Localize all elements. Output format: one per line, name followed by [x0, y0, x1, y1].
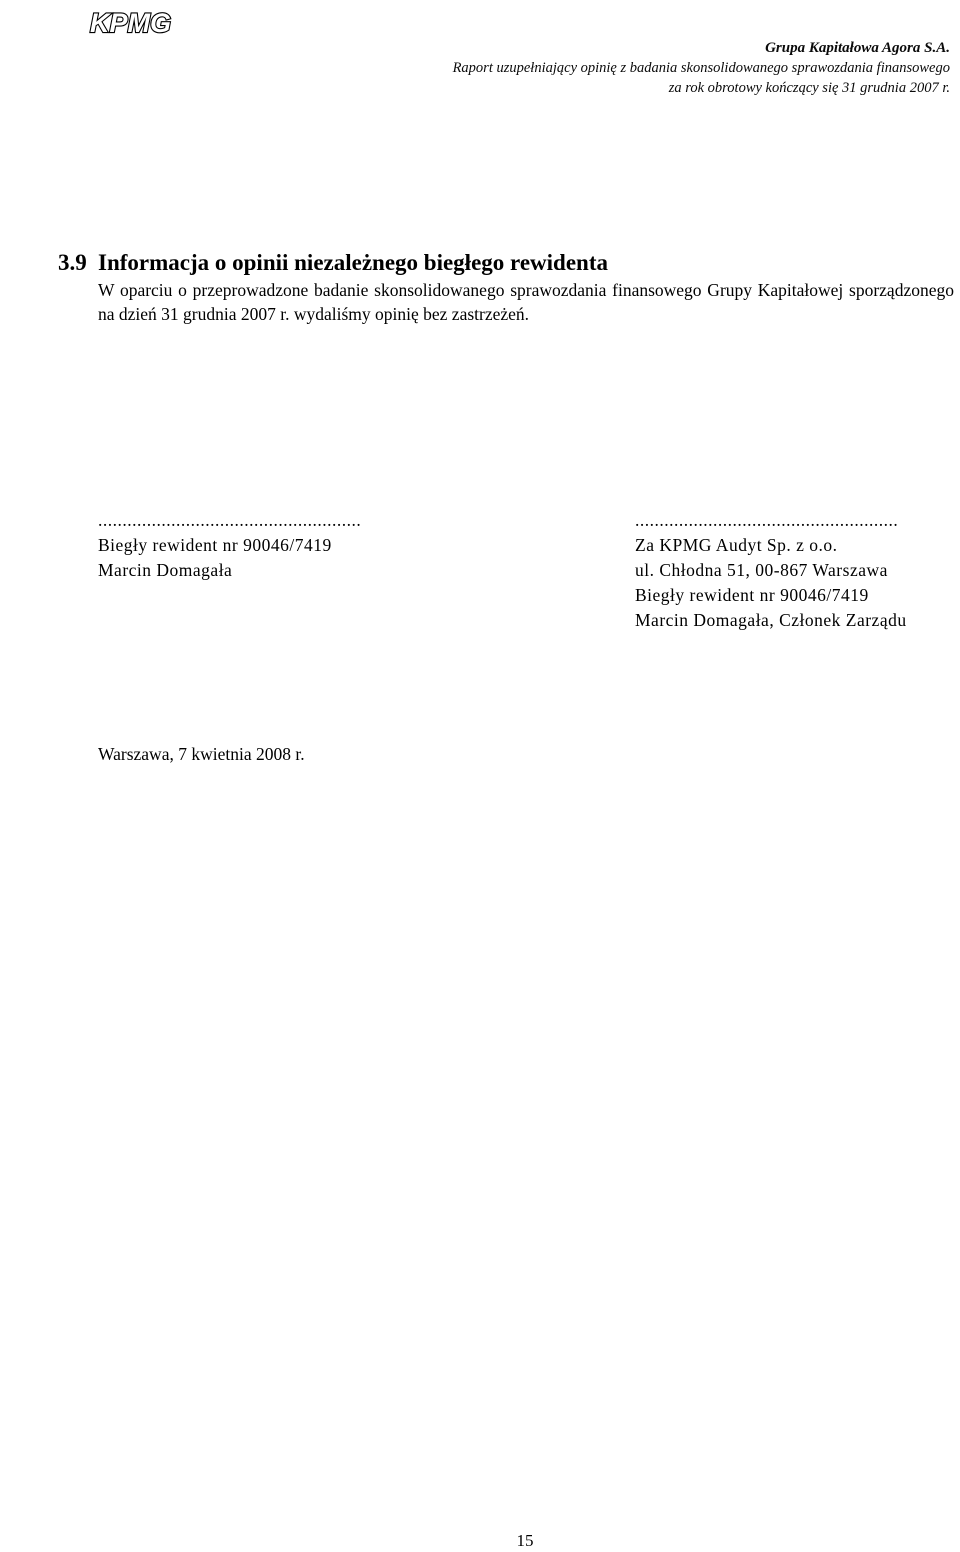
signature-left-line1: Biegły rewident nr 90046/7419 — [98, 535, 332, 555]
section-body: W oparciu o przeprowadzone badanie skonsolidowanego sprawozdania finansowego Grupy Kapitałowej sporządzonego na dzień 31 grudnia 2007 r. wydaliśmy opinię bez zastrzeżeń. — [98, 280, 954, 324]
header-report-title-line1: Raport uzupełniający opinię z badania skonsolidowanego sprawozdania finansowego — [452, 60, 950, 76]
page-number: 15 — [516, 1531, 534, 1550]
signature-line-dots: ...................................................... — [635, 510, 899, 530]
kpmg-logo-text: KPMG — [90, 8, 171, 38]
signature-left-line2: Marcin Domagała — [98, 560, 233, 580]
kpmg-logo — [88, 4, 180, 38]
section-3-9 — [58, 248, 958, 326]
section-title: Informacja o opinii niezależnego biegłego rewidenta — [98, 250, 608, 275]
place-date: Warszawa, 7 kwietnia 2008 r. — [98, 744, 305, 764]
signature-line-dots: ...................................................... — [98, 510, 362, 530]
section-heading — [58, 248, 958, 278]
signature-right-line1: Za KPMG Audyt Sp. z o.o. — [635, 535, 838, 555]
page-header — [453, 38, 950, 98]
signature-right-line2: ul. Chłodna 51, 00-867 Warszawa — [635, 560, 888, 580]
section-number: 3.9 — [58, 250, 87, 275]
signature-right-line3: Biegły rewident nr 90046/7419 — [635, 585, 869, 605]
signature-right-line4: Marcin Domagała, Członek Zarządu — [635, 610, 907, 630]
header-report-title-line2: za rok obrotowy kończący się 31 grudnia 2007 r. — [668, 80, 950, 96]
signature-left — [98, 508, 418, 583]
header-company: Grupa Kapitałowa Agora S.A. — [765, 40, 950, 56]
signature-right — [635, 508, 960, 633]
